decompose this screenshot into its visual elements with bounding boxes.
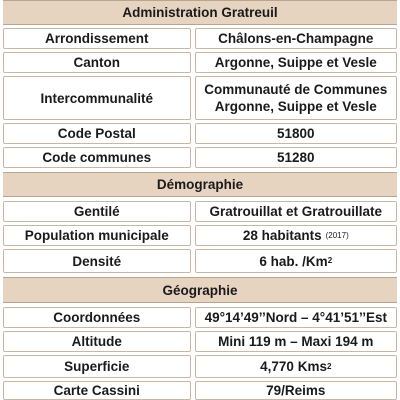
row-value: 79/Reims <box>195 381 397 400</box>
row-value: Argonne, Suippe et Vesle <box>195 52 397 73</box>
row-value: 4,770 Kms 2 <box>195 355 397 378</box>
row-value: 6 hab. /Km 2 <box>195 249 397 273</box>
table-row-arrondissement <box>3 28 397 49</box>
row-label: Densité <box>3 249 191 273</box>
row-label: Canton <box>3 52 191 73</box>
row-label: Code Postal <box>3 123 191 144</box>
table-row-carte-cassini <box>3 381 397 400</box>
row-label: Code communes <box>3 147 191 168</box>
row-value: 51280 <box>195 147 397 168</box>
table-row-altitude <box>3 331 397 352</box>
row-value-line1: Communauté de Communes <box>204 82 388 97</box>
table-row-coordonnees <box>3 307 397 328</box>
section-header-geographie <box>3 277 397 303</box>
section-title: Administration Gratreuil <box>122 5 278 20</box>
section-title: Démographie <box>156 177 244 192</box>
row-label: Intercommunalité <box>3 76 191 120</box>
table-row-gentile <box>3 201 397 222</box>
row-label: Carte Cassini <box>3 381 191 400</box>
row-value: 51800 <box>195 123 397 144</box>
table-row-densite <box>3 249 397 273</box>
row-label: Population municipale <box>3 225 191 246</box>
row-label: Gentilé <box>3 201 191 222</box>
row-value: Châlons-en-Champagne <box>195 28 397 49</box>
table-row-code-communes <box>3 147 397 168</box>
row-value <box>195 76 397 120</box>
population-value: 28 habitants <box>242 228 322 243</box>
table-row-intercommunalite <box>3 76 397 120</box>
table-row-code-postal <box>3 123 397 144</box>
row-label: Superficie <box>3 355 191 378</box>
section-title: Géographie <box>162 282 238 298</box>
section-header-demographie <box>3 172 397 197</box>
row-value <box>195 225 397 246</box>
row-value: Gratrouillat et Gratrouillate <box>195 201 397 222</box>
population-year: (2017) <box>325 231 349 240</box>
row-label: Altitude <box>3 331 191 352</box>
densite-value: 6 hab. /Km <box>259 253 328 269</box>
table-row-superficie <box>3 355 397 378</box>
row-value: Mini 119 m – Maxi 194 m <box>195 331 397 352</box>
table-row-population <box>3 225 397 246</box>
table-row-canton <box>3 52 397 73</box>
row-value-line2: Argonne, Suippe et Vesle <box>214 99 377 114</box>
row-value: 49°14’49’’Nord – 4°41’51’’Est <box>195 307 397 328</box>
section-header-administration <box>3 0 397 25</box>
superficie-value: 4,770 Kms <box>260 359 327 374</box>
row-label: Arrondissement <box>3 28 191 49</box>
row-label: Coordonnées <box>3 307 191 328</box>
